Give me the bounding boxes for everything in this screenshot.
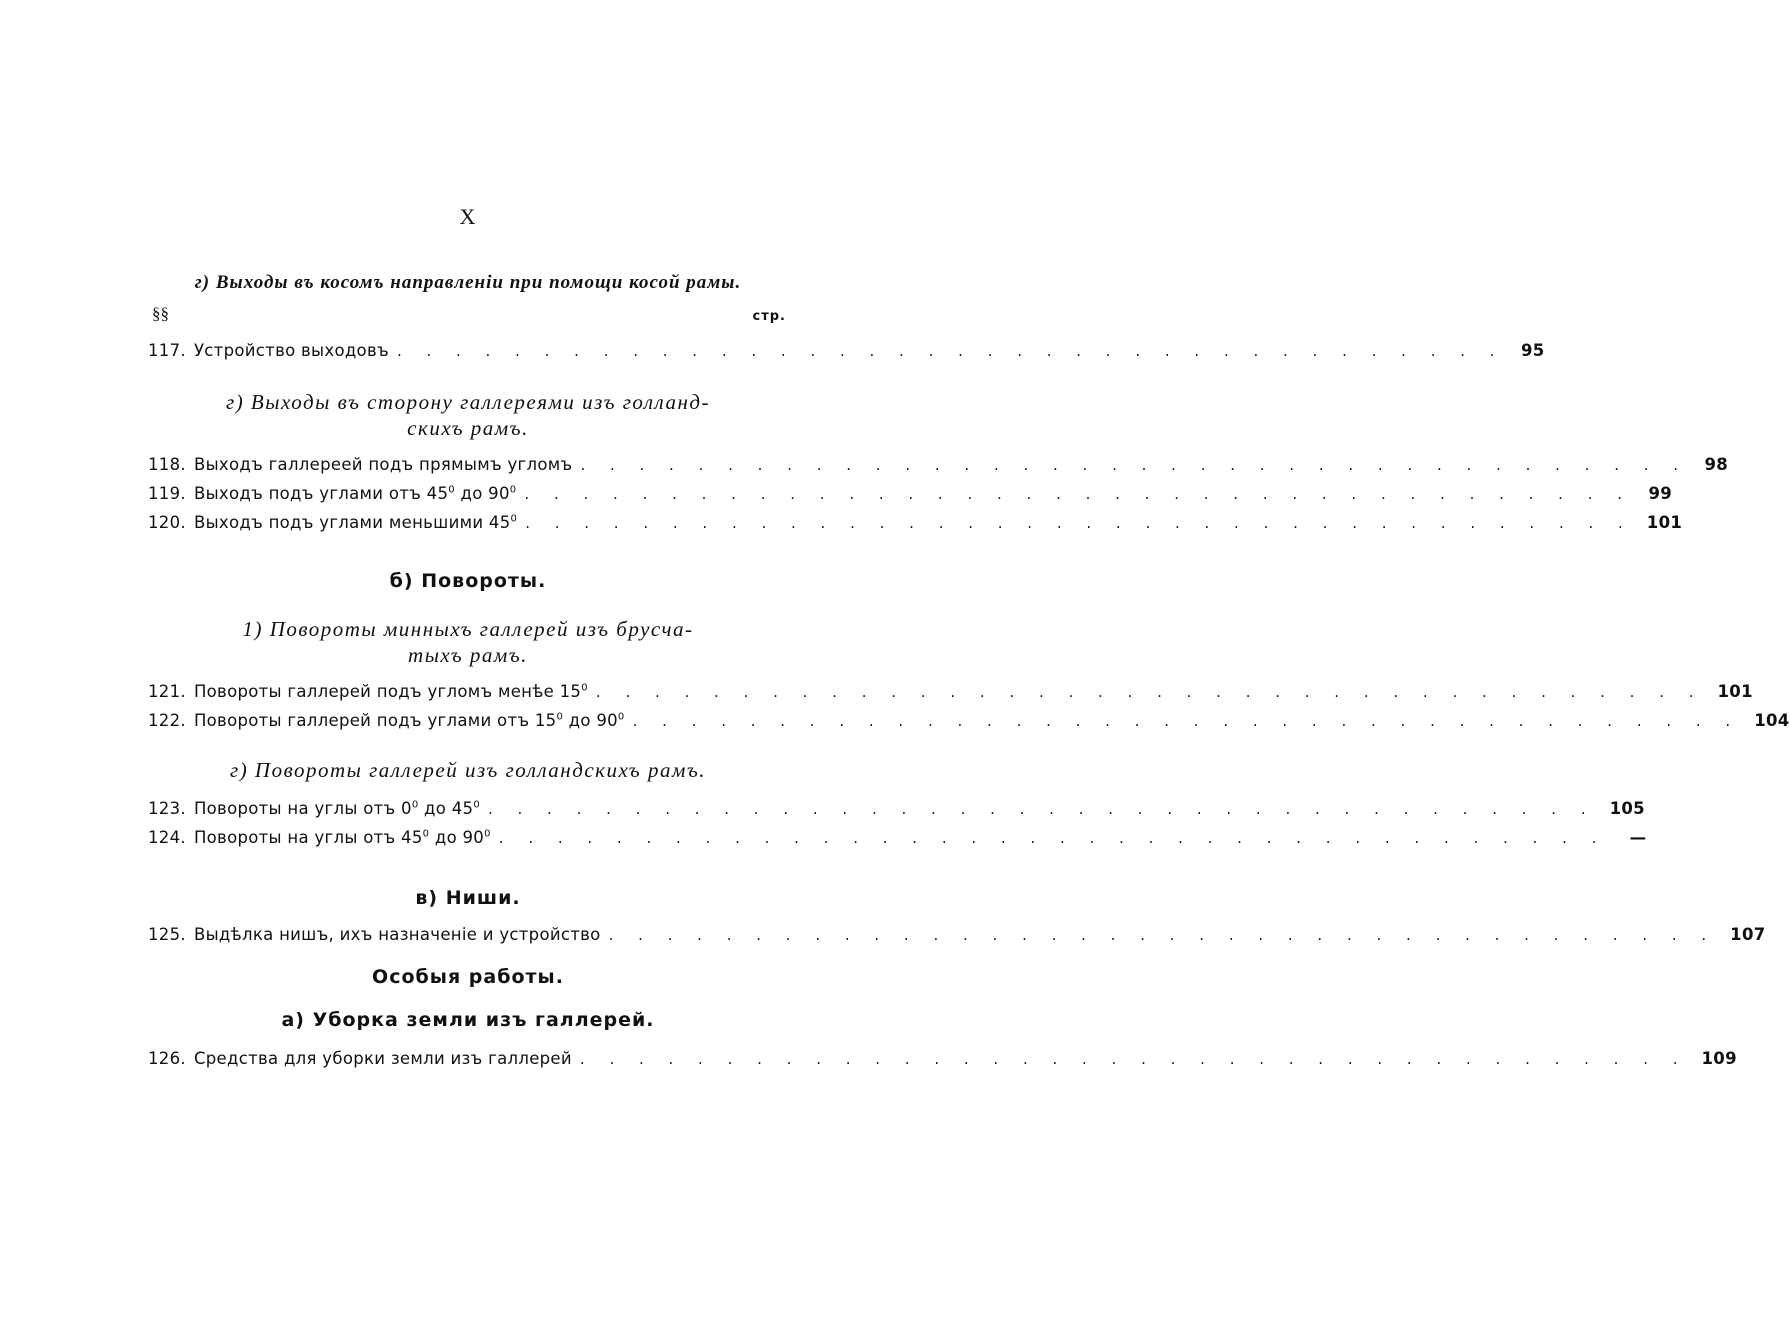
dot-leader: . . . . . . . . . . . . . . . . . . . . . . . . . . . . . . . . . . . . . . [580,456,1689,474]
subsection-heading-dutch-frames: г) Повороты галлерей изъ голландскихъ рамъ. [230,758,706,782]
entry-title: Повороты галлерей подъ угломъ менѣе $15^0$ [193,682,588,701]
column-label-pages: стр. [752,309,786,324]
entry-title: Устройство выходовъ [193,341,389,360]
column-label-sections: §§ [152,304,169,323]
entry-number: 124. [148,828,186,847]
toc-entry [148,455,1729,481]
subsection-heading-oblique-exits: г) Выходы въ косомъ направленіи при помощи косой рамы. [194,272,742,293]
entry-page: 105 [1609,799,1645,818]
dot-leader: . . . . . . . . . . . . . . . . . . . . . . . . . . . . . . . . . . . . . . [487,800,1596,818]
toc-entry [148,682,1753,708]
entry-title: Средства для уборки земли изъ галлерей [193,1049,572,1068]
entry-number: 118. [148,455,186,474]
dot-leader: . . . . . . . . . . . . . . . . . . . . . . . . . . . . . . . . . . . . . . [579,1050,1688,1068]
dot-leader: . . . . . . . . . . . . . . . . . . . . . . . . . . . . . . . . . . . . . . [608,926,1717,944]
entry-number: 126. [148,1049,186,1068]
subsection-heading-timber-frames-cont: тыхъ рамъ. [408,643,528,667]
dot-leader: . . . . . . . . . . . . . . . . . . . . . . . . . . . . . . . . . . . . . . [524,485,1633,503]
entry-page: 98 [1704,455,1729,474]
part-heading-special-works: Особыя работы. [372,966,564,988]
toc-entry [148,341,1545,367]
entry-page: — [1629,828,1647,847]
entry-number: 120. [148,513,186,532]
entry-number: 123. [148,799,186,818]
entry-number: 125. [148,925,186,944]
entry-title: Выходъ подъ углами меньшими $45^0$ [193,513,518,532]
toc-entry [148,711,1790,737]
entry-title: Повороты галлерей подъ углами отъ $15^0$ до $90^0$ [193,711,625,730]
entry-page: 107 [1730,925,1766,944]
entry-number: 119. [148,484,186,503]
toc-entry [148,513,1683,539]
entry-number: 121. [148,682,186,701]
entry-title: Выходъ подъ углами отъ $45^0$ до $90^0$ [193,484,517,503]
dot-leader: . . . . . . . . . . . . . . . . . . . . . . . . . . . . . . . . . . . . . . [396,342,1505,360]
entry-page: 95 [1520,341,1545,360]
entry-page: 109 [1701,1049,1737,1068]
entry-page: 99 [1648,484,1673,503]
dot-leader: . . . . . . . . . . . . . . . . . . . . . . . . . . . . . . . . . . . . . . [595,683,1704,701]
section-heading-niches: в) Ниши. [415,887,521,909]
page-number: X [459,204,477,229]
toc-entry [148,799,1645,825]
subsection-heading-timber-frames: 1) Повороты минныхъ галлерей изъ брусча- [242,617,694,641]
entry-page: 101 [1646,513,1683,532]
dot-leader: . . . . . . . . . . . . . . . . . . . . . . . . . . . . . . . . . . . . . . [498,829,1607,847]
entry-page: 104 [1754,711,1790,730]
entry-title: Повороты на углы отъ $0^0$ до $45^0$ [193,799,480,818]
entry-number: 122. [148,711,186,730]
entry-number: 117. [148,341,186,360]
dot-leader: . . . . . . . . . . . . . . . . . . . . . . . . . . . . . . . . . . . . . . [632,712,1741,730]
dot-leader: . . . . . . . . . . . . . . . . . . . . . . . . . . . . . . . . . . . . . . [525,514,1633,532]
section-heading-turns: б) Повороты. [389,570,547,592]
subsection-heading-side-exits-cont: скихъ рамъ. [407,416,529,440]
toc-entry [148,1049,1737,1075]
entry-title: Выходъ галлереей подъ прямымъ угломъ [193,455,573,474]
entry-title: Выдѣлка нишъ, ихъ назначеніе и устройство [193,925,601,944]
entry-page: 101 [1717,682,1753,701]
toc-entry [148,484,1673,510]
toc-entry [148,925,1766,951]
subsection-heading-side-exits: г) Выходы въ сторону галлереями изъ голланд- [226,390,710,414]
entry-title: Повороты на углы отъ $45^0$ до $90^0$ [193,828,491,847]
toc-entry [148,828,1647,854]
section-heading-earth-removal: а) Уборка земли изъ галлерей. [281,1009,655,1031]
